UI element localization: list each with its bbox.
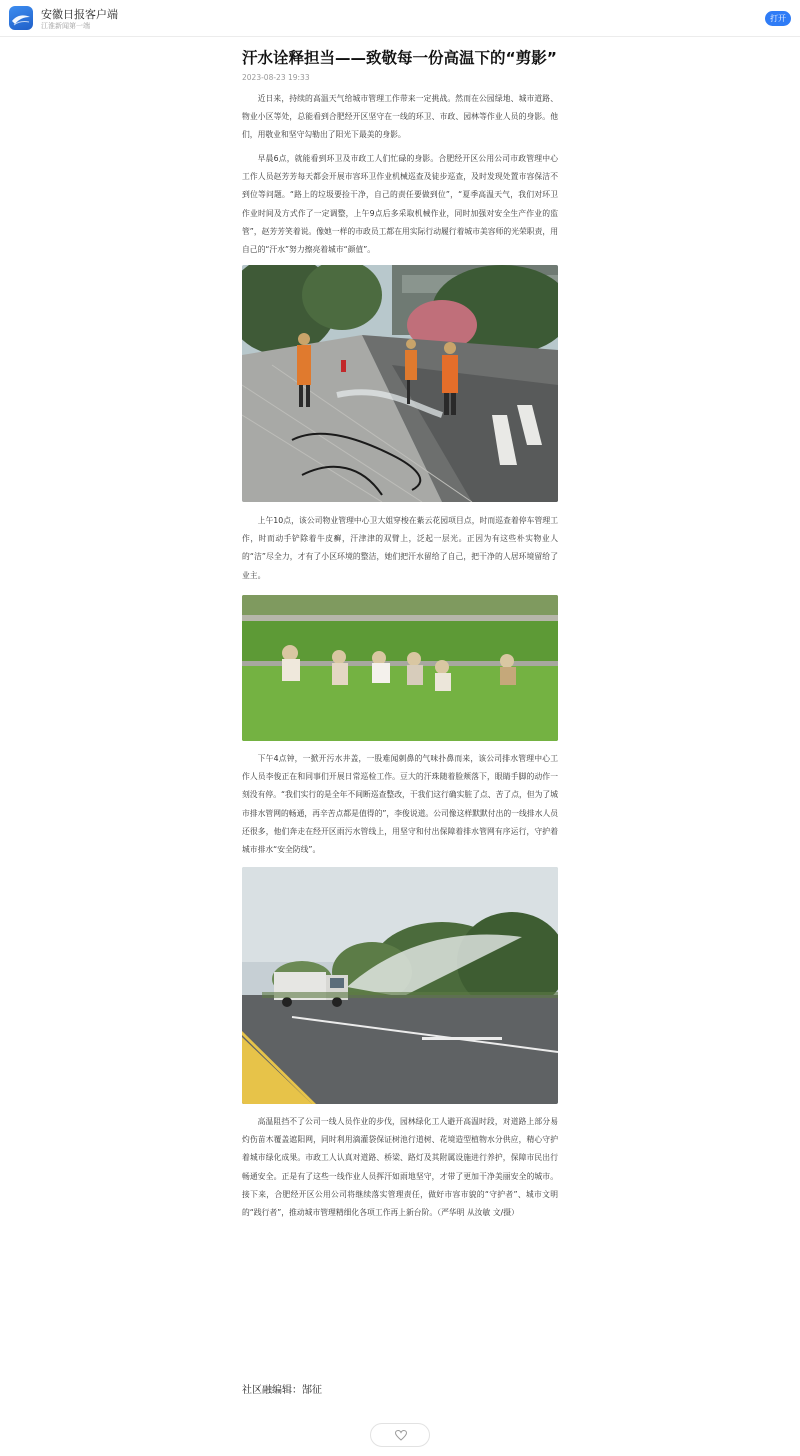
article-paragraph: 下午4点钟，一掀开污水井盖，一股难闻刺鼻的气味扑鼻而来，该公司排水管理中心工作人员李俊正在和同事们开展日常巡检工作。豆大的汗珠随着脸颊落下，眼睛手脚的动作一刻没有停。“我们实行的是全年不间断巡查整改，干我们这行确实脏了点、苦了点，但为了城市排水管网的畅通，再辛苦点都是值得的”，李俊说道。公司像这样默默付出的一线排水人员还很多，他们奔走在经开区雨污水管线上，用坚守和付出保障着排水管网有序运行，守护着城市排水“安全防线”。 bbox=[242, 754, 558, 855]
heart-icon bbox=[395, 1430, 407, 1441]
article-title: 汗水诠释担当——致敬每一份高温下的“剪影” bbox=[242, 49, 557, 67]
article-paragraph: 近日来，持续的高温天气给城市管理工作带来一定挑战。然而在公园绿地、城市道路、物业小区等处，总能看到合肥经开区坚守在一线的环卫、市政、园林等作业人员的身影。他们，用敬业和坚守勾勒出了阳光下最美的身影。 bbox=[242, 94, 558, 140]
app-banner bbox=[0, 0, 800, 37]
like-button[interactable] bbox=[370, 1423, 430, 1447]
app-logo-icon[interactable] bbox=[9, 6, 33, 30]
article-paragraph: 早晨6点，就能看到环卫及市政工人们忙碌的身影。合肥经开区公用公司市政管理中心工作人员赵芳芳每天都会开展市容环卫作业机械巡查及徒步巡查，及时发现处置市容保洁不到位等问题。“路上的垃圾要捡干净，自己的责任要做到位”，“夏季高温天气，我们对环卫作业时间及方式作了一定调整，上午9点后多采取机械作业，同时加强对安全生产作业的监管”，赵芳芳笑着说。像她一样的市政员工都在用实际行动履行着城市美容师的光荣职责，用自己的“汗水”努力擦亮着城市“颜值”。 bbox=[242, 154, 558, 255]
photo-street-cleaning bbox=[242, 265, 558, 502]
article-date: 2023-08-23 19:33 bbox=[242, 73, 310, 82]
editor-credit: 社区融编辑：郜征 bbox=[242, 1385, 322, 1396]
article-paragraph: 上午10点，该公司物业管理中心卫大姐穿梭在紫云花园项目点，时而巡查着停车管理工作，时而动手铲除着牛皮癣，汗津津的双臂上，泛起一层光。正因为有这些朴实物业人的“洁”尽全力，才有了小区环境的整洁，她们把汗水留给了自己，把干净的人居环境留给了业主。 bbox=[242, 516, 558, 580]
app-name: 安徽日报客户端 bbox=[41, 8, 118, 21]
photo-water-truck bbox=[242, 867, 558, 1104]
article-paragraph: 高温阻挡不了公司一线人员作业的步伐，园林绿化工人避开高温时段，对道路上部分易灼伤苗木覆盖遮阳网，同时利用滴灌袋保证树池行道树、花境造型植物水分供应，精心守护着城市绿化成果。市政工人认真对道路、桥梁、路灯及其附属设施进行养护，保障市民出行畅通安全。正是有了这些一线作业人员挥汗如雨地坚守，才带了更加干净美丽安全的城市。接下来，合肥经开区公用公司将继续落实管理责任，做好市容市貌的“守护者”、城市文明的“践行者”，推动城市管理精细化各项工作再上新台阶。（严华明 从汝敏 文/摄） bbox=[242, 1117, 558, 1218]
app-subtitle: 江淮新闻第一端 bbox=[41, 22, 90, 30]
photo-lawn-weeding bbox=[242, 595, 558, 741]
open-app-button[interactable]: 打开 bbox=[765, 11, 791, 26]
